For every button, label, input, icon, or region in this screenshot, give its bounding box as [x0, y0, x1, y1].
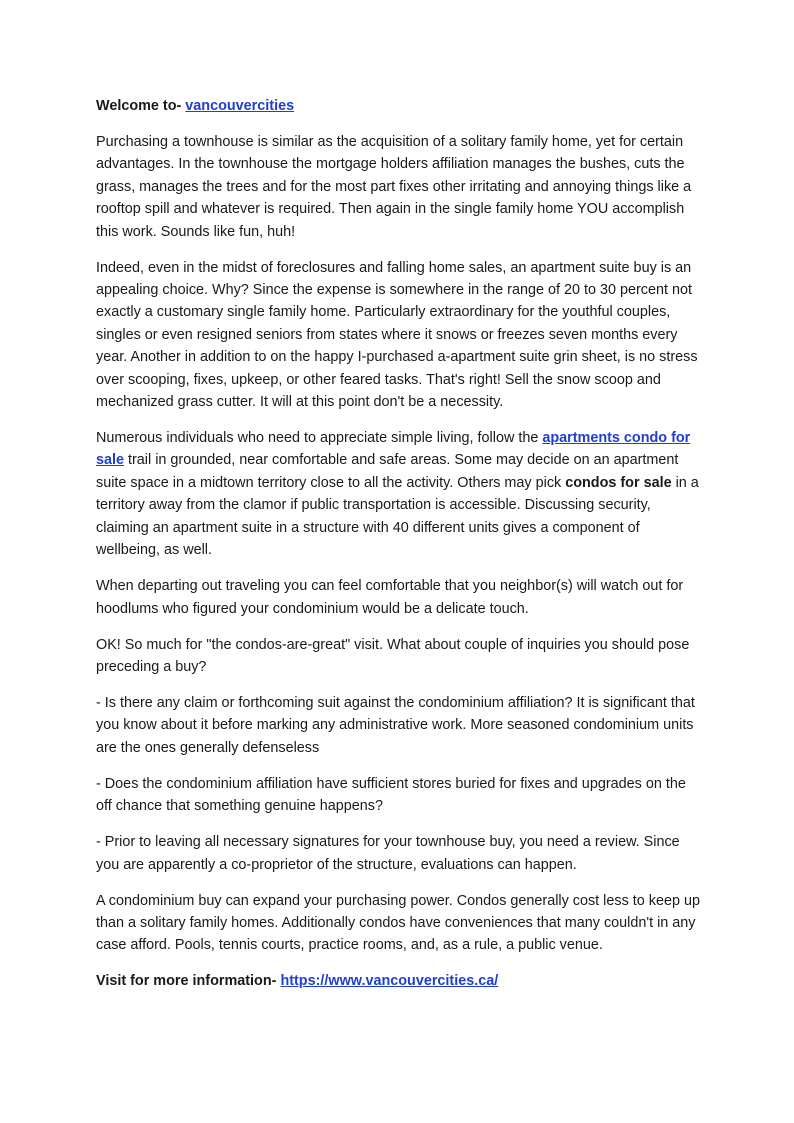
footer-line: [96, 970, 702, 992]
paragraph-7: - Does the condominium affiliation have sufficient stores buried for fixes and upgrades on the off chance that something genuine happens?: [96, 775, 686, 815]
footer-label: Visit for more information-: [96, 973, 277, 990]
paragraph-1: Purchasing a townhouse is similar as the acquisition of a solitary family home, yet for certain advantages. In the townhouse the mortgage holders affiliation manages the bushes, cuts the grass, manages the trees and for the most part fixes other irritating and annoying things like a rooftop spill and whatever is required. Then again in the single family home YOU accomplish this work. Sounds like fun, huh!: [96, 134, 692, 240]
paragraph-2: Indeed, even in the midst of foreclosures and falling home sales, an apartment suite buy is an appealing choice. Why? Since the expense is somewhere in the range of 20 to 30 percent not exactly a customary single family home. Particularly extraordinary for the youthful couples, singles or even resigned seniors from states where it snows or freezes seven months every year. Another in addition to on the happy I-purchased a-apartment suite grin sheet, is no stress over scooping, fixes, upkeep, or other feared tasks. That's right! Sell the snow scoop and mechanized grass cutter. It will at this point don't be a necessity.: [96, 259, 698, 411]
apartments-condo-link[interactable]: apartments condo for sale: [96, 430, 691, 469]
document-page: [96, 95, 702, 1006]
paragraph-3-text-a: Numerous individuals who need to appreciate simple living, follow the: [96, 430, 543, 447]
paragraph-4: When departing out traveling you can feel comfortable that you neighbor(s) will watch out for hoodlums who figured your condominium would be a delicate touch.: [96, 578, 684, 617]
paragraph-3-text-c: in a territory away from the clamor if public transportation is accessible. Discussing security, claiming an apartment suite in a structure with 40 different units gives a component of wellbeing, as well.: [96, 474, 699, 559]
paragraph-8: - Prior to leaving all necessary signatures for your townhouse buy, you need a review. Since you are apparently a co-proprietor of the structure, evaluations can happen.: [96, 834, 680, 873]
welcome-link[interactable]: vancouvercities: [185, 98, 295, 114]
welcome-line: [96, 95, 702, 117]
paragraph-5: OK! So much for "the condos-are-great" visit. What about couple of inquiries you should pose preceding a buy?: [96, 636, 690, 675]
paragraph-9: A condominium buy can expand your purchasing power. Condos generally cost less to keep up than a solitary family homes. Additionally condos have conveniences that many couldn't in any case afford. Pools, tennis courts, practice rooms, and, as a rule, a public venue.: [96, 892, 700, 954]
condos-for-sale-bold: condos for sale: [565, 474, 672, 491]
paragraph-6: - Is there any claim or forthcoming suit against the condominium affiliation? It is significant that you know about it before marking any administrative work. More seasoned condominium units are the ones generally defenseless: [96, 694, 695, 756]
paragraph-3: [96, 427, 702, 561]
website-link[interactable]: https://www.vancouvercities.ca/: [280, 973, 499, 990]
welcome-label: Welcome to-: [96, 98, 182, 114]
paragraph-3-text-b: trail in grounded, near comfortable and safe areas. Some may decide on an apartment suite space in a midtown territory close to all the activity. Others may pick: [96, 452, 679, 491]
